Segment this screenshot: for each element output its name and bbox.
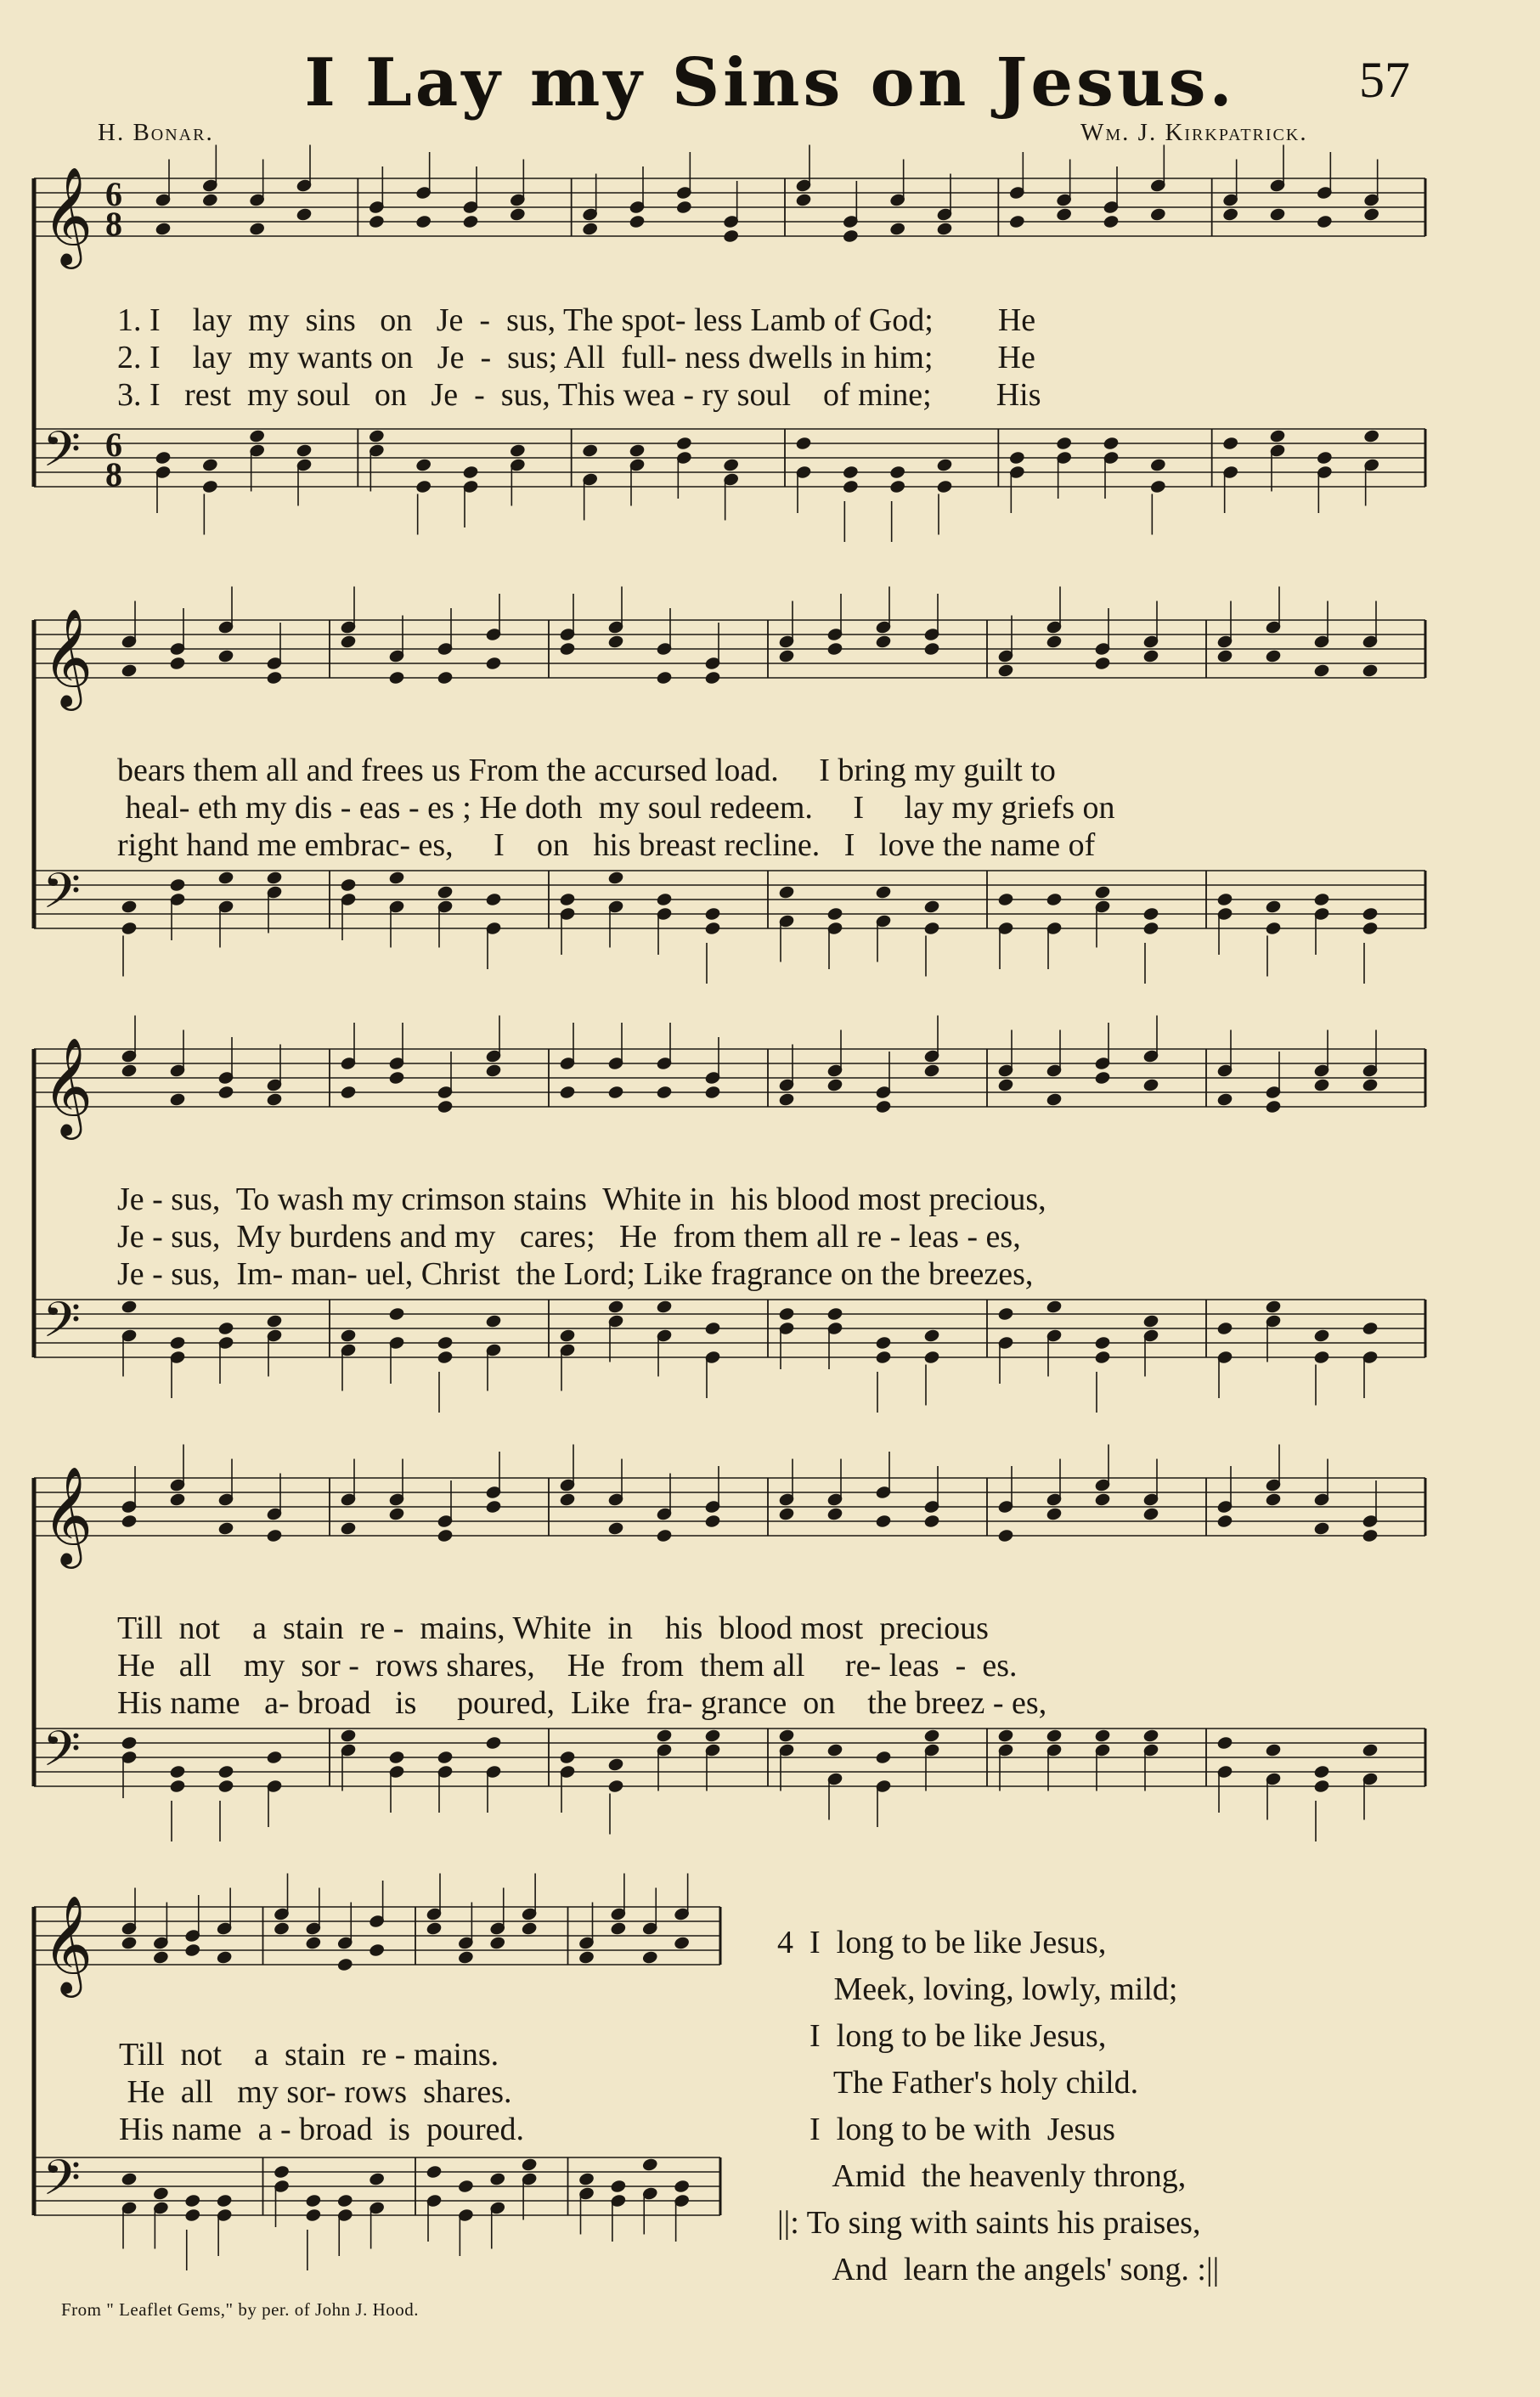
composer-credit: Wm. J. Kirkpatrick.	[1080, 119, 1308, 146]
note-head	[826, 641, 843, 657]
note-head	[1142, 1728, 1159, 1743]
note-head	[842, 465, 859, 480]
note-head	[415, 479, 432, 494]
note-head	[1269, 206, 1286, 222]
note-head	[437, 884, 454, 900]
time-signature-bottom: 8	[105, 455, 122, 494]
note-head	[152, 1949, 169, 1965]
note-head	[559, 1750, 576, 1765]
note-head	[368, 214, 385, 229]
note-head	[305, 2193, 322, 2208]
note-head	[216, 1949, 233, 1965]
note-head	[888, 479, 905, 494]
note-head	[388, 1506, 405, 1521]
lyric-line-verse-3: Je - sus, Im- man- uel, Christ the Lord; Like fragrance on the breezes,	[117, 1256, 1034, 1292]
note-head	[826, 1306, 843, 1322]
note-head	[1046, 1728, 1063, 1743]
note-head	[875, 884, 892, 900]
note-head	[388, 1306, 405, 1322]
note-head	[704, 1514, 721, 1529]
note-head	[997, 1306, 1014, 1322]
stanza-4-line-6: Amid the heavenly throng,	[777, 2158, 1187, 2194]
note-head	[340, 1085, 357, 1100]
note-head	[305, 2208, 322, 2223]
note-head	[1313, 1077, 1330, 1092]
note-head	[1094, 884, 1111, 900]
note-head	[888, 465, 905, 480]
lyric-line-verse-1: Till not a stain re - mains, White in his blood most precious	[117, 1610, 989, 1646]
note-head	[875, 1750, 892, 1765]
lyric-line-verse-3: right hand me embrac- es, I on his breast recline. I love the name of	[117, 827, 1096, 863]
note-head	[1055, 206, 1072, 222]
note-head	[1094, 1335, 1111, 1351]
note-head	[368, 2171, 385, 2186]
note-head	[610, 1920, 627, 1936]
note-head	[462, 465, 479, 480]
note-head	[217, 1764, 234, 1779]
note-head	[155, 450, 172, 465]
treble-clef-icon: 𝄞	[42, 1894, 93, 1994]
note-head	[415, 214, 432, 229]
note-head	[266, 1091, 283, 1107]
note-head	[641, 1949, 658, 1965]
note-head	[121, 1514, 138, 1529]
note-head	[457, 1949, 474, 1965]
note-head	[1142, 1506, 1159, 1521]
note-head	[1094, 1728, 1111, 1743]
note-head	[521, 2157, 538, 2172]
note-head	[923, 641, 940, 657]
note-head	[875, 1514, 892, 1529]
note-head	[1008, 450, 1025, 465]
note-head	[656, 1728, 673, 1743]
note-head	[201, 479, 218, 494]
note-head	[1103, 436, 1120, 451]
note-head	[923, 921, 940, 936]
note-head	[368, 1943, 385, 1958]
note-head	[273, 1920, 290, 1936]
note-head	[1316, 214, 1333, 229]
note-head	[1269, 428, 1286, 443]
note-head	[778, 1306, 795, 1322]
note-head	[936, 457, 953, 472]
note-head	[121, 1299, 138, 1314]
note-head	[368, 428, 385, 443]
note-head	[607, 1757, 624, 1772]
stanza-4-line-2: Meek, loving, lowly, mild;	[777, 1971, 1178, 2007]
note-head	[1362, 1321, 1379, 1336]
note-head	[656, 670, 673, 685]
note-head	[426, 2164, 443, 2180]
note-head	[1313, 1520, 1330, 1536]
note-head	[675, 200, 692, 215]
note-head	[152, 2186, 169, 2201]
note-head	[169, 1492, 186, 1507]
note-head	[388, 870, 405, 885]
note-head	[248, 428, 265, 443]
note-head	[826, 906, 843, 922]
note-head	[559, 1492, 576, 1507]
note-head	[485, 1735, 502, 1751]
music-system-5	[25, 1890, 731, 2289]
note-head	[1313, 892, 1330, 907]
lyric-line-verse-1: 1. I lay my sins on Je - sus, The spot- less Lamb of God; He	[117, 302, 1036, 338]
treble-clef-icon: 𝄞	[42, 1036, 93, 1136]
note-head	[559, 1328, 576, 1343]
note-head	[997, 1728, 1014, 1743]
note-head	[336, 1957, 353, 1972]
note-head	[509, 443, 526, 458]
note-head	[923, 899, 940, 914]
note-head	[121, 921, 138, 936]
lyric-line-verse-2: Je - sus, My burdens and my cares; He from them all re - leas - es,	[117, 1219, 1021, 1255]
note-head	[826, 1506, 843, 1521]
note-head	[559, 892, 576, 907]
note-head	[340, 1728, 357, 1743]
note-head	[340, 634, 357, 649]
note-head	[842, 479, 859, 494]
note-head	[217, 1321, 234, 1336]
note-head	[1313, 1350, 1330, 1365]
note-head	[169, 1764, 186, 1779]
note-head	[248, 221, 265, 236]
note-head	[1149, 206, 1166, 222]
lyric-line-verse-2: 2. I lay my wants on Je - sus; All full- ness dwells in him; He	[117, 340, 1035, 375]
note-head	[1265, 1742, 1282, 1757]
note-head	[1216, 892, 1233, 907]
note-head	[521, 1920, 538, 1936]
note-head	[217, 648, 234, 663]
note-head	[1103, 214, 1120, 229]
treble-clef-icon: 𝄞	[42, 607, 93, 707]
note-head	[826, 1077, 843, 1092]
note-head	[1046, 634, 1063, 649]
note-head	[641, 2157, 658, 2172]
note-head	[121, 663, 138, 678]
note-head	[795, 192, 812, 207]
note-head	[437, 1350, 454, 1365]
note-head	[388, 1750, 405, 1765]
time-signature-top: 6	[105, 426, 122, 464]
lyric-line-verse-1: bears them all and frees us From the accursed load. I bring my guilt to	[117, 753, 1056, 788]
note-head	[722, 228, 739, 244]
lyric-line-verse-2: heal- eth my dis - eas - es ; He doth my soul redeem. I lay my griefs on	[117, 790, 1115, 826]
note-head	[336, 2193, 353, 2208]
note-head	[997, 663, 1014, 678]
note-head	[340, 1328, 357, 1343]
note-head	[121, 1935, 138, 1950]
note-head	[923, 1328, 940, 1343]
note-head	[997, 892, 1014, 907]
note-head	[1221, 436, 1238, 451]
note-head	[722, 457, 739, 472]
note-head	[778, 1091, 795, 1107]
note-head	[1046, 1506, 1063, 1521]
note-head	[1313, 1328, 1330, 1343]
note-head	[388, 670, 405, 685]
stanza-4-line-1: 4 I long to be like Jesus,	[777, 1925, 1107, 1960]
note-head	[437, 1528, 454, 1543]
note-head	[155, 221, 172, 236]
lyric-line-verse-2: He all my sor - rows shares, He from them all re- leas - es.	[117, 1648, 1018, 1684]
note-head	[673, 2179, 690, 2194]
note-head	[1265, 648, 1282, 663]
bass-clef-icon: 𝄢	[42, 1720, 82, 1790]
note-head	[217, 1085, 234, 1100]
note-head	[1265, 921, 1282, 936]
note-head	[121, 1063, 138, 1078]
bass-clef-icon: 𝄢	[42, 1291, 82, 1361]
note-head	[1362, 921, 1379, 936]
note-head	[201, 457, 218, 472]
note-head	[704, 921, 721, 936]
note-head	[1313, 1779, 1330, 1794]
note-head	[184, 2208, 201, 2223]
note-head	[875, 634, 892, 649]
note-head	[437, 1750, 454, 1765]
note-head	[607, 870, 624, 885]
note-head	[217, 870, 234, 885]
note-head	[923, 1350, 940, 1365]
note-head	[1362, 428, 1379, 443]
note-head	[1142, 1313, 1159, 1328]
copyright-footnote: From " Leaflet Gems," by per. of John J. Hood.	[61, 2299, 420, 2320]
note-head	[923, 1063, 940, 1078]
lyric-line-verse-3: His name a - broad is poured.	[119, 2112, 524, 2147]
note-head	[462, 214, 479, 229]
stanza-4-line-4: The Father's holy child.	[777, 2065, 1139, 2101]
note-head	[936, 479, 953, 494]
bass-clef-icon: 𝄢	[42, 420, 82, 490]
music-system-4	[25, 1461, 1436, 1860]
note-head	[936, 221, 953, 236]
note-head	[704, 1085, 721, 1100]
note-head	[704, 670, 721, 685]
page-number: 57	[1359, 52, 1410, 108]
time-signature-bottom: 8	[105, 205, 122, 243]
note-head	[1046, 1299, 1063, 1314]
note-head	[656, 1528, 673, 1543]
note-head	[437, 1099, 454, 1114]
note-head	[1362, 206, 1379, 222]
note-head	[581, 221, 598, 236]
note-head	[656, 1299, 673, 1314]
note-head	[1008, 214, 1025, 229]
note-head	[875, 1350, 892, 1365]
note-head	[169, 877, 186, 893]
note-head	[656, 1085, 673, 1100]
note-head	[266, 670, 283, 685]
note-head	[485, 1499, 502, 1514]
note-head	[273, 2164, 290, 2180]
note-head	[610, 2179, 627, 2194]
lyric-line-verse-1: Till not a stain re - mains.	[119, 2037, 499, 2073]
note-head	[296, 206, 313, 222]
note-head	[675, 436, 692, 451]
note-head	[1265, 1299, 1282, 1314]
note-head	[485, 892, 502, 907]
note-head	[266, 870, 283, 885]
note-head	[607, 1085, 624, 1100]
bass-clef-icon: 𝄢	[42, 2149, 82, 2219]
note-head	[388, 1070, 405, 1086]
note-head	[629, 443, 646, 458]
note-head	[415, 457, 432, 472]
note-head	[1216, 1514, 1233, 1529]
note-head	[169, 1091, 186, 1107]
note-head	[1142, 1077, 1159, 1092]
note-head	[656, 892, 673, 907]
note-head	[578, 2171, 595, 2186]
note-head	[485, 656, 502, 671]
note-head	[1362, 1077, 1379, 1092]
note-head	[201, 192, 218, 207]
note-head	[1216, 1321, 1233, 1336]
note-head	[778, 648, 795, 663]
note-head	[1055, 436, 1072, 451]
stanza-4-line-7: ||: To sing with saints his praises,	[777, 2205, 1201, 2241]
time-signature-top: 6	[105, 175, 122, 213]
note-head	[704, 906, 721, 922]
note-head	[629, 214, 646, 229]
note-head	[216, 2193, 233, 2208]
note-head	[184, 2193, 201, 2208]
note-head	[581, 443, 598, 458]
note-head	[169, 656, 186, 671]
lyric-line-verse-3: 3. I rest my soul on Je - sus, This wea - ry soul of mine; His	[117, 377, 1041, 413]
note-head	[296, 443, 313, 458]
music-system-2	[25, 603, 1436, 994]
note-head	[1221, 206, 1238, 222]
note-head	[489, 2171, 506, 2186]
note-head	[778, 1506, 795, 1521]
lyric-line-verse-1: Je - sus, To wash my crimson stains White in his blood most precious,	[117, 1182, 1046, 1217]
note-head	[1142, 921, 1159, 936]
note-head	[266, 1528, 283, 1543]
note-head	[437, 1335, 454, 1351]
note-head	[1149, 457, 1166, 472]
note-head	[923, 1728, 940, 1743]
note-head	[842, 228, 859, 244]
note-head	[1265, 1099, 1282, 1114]
note-head	[1313, 663, 1330, 678]
note-head	[217, 1779, 234, 1794]
note-head	[1216, 648, 1233, 663]
note-head	[607, 1299, 624, 1314]
note-head	[121, 899, 138, 914]
note-head	[121, 1735, 138, 1751]
note-head	[426, 1920, 443, 1936]
note-head	[1316, 450, 1333, 465]
note-head	[997, 1077, 1014, 1092]
stanza-4-line-5: I long to be with Jesus	[777, 2112, 1115, 2147]
note-head	[704, 1728, 721, 1743]
lyric-line-verse-3: His name a- broad is poured, Like fra- grance on the breez - es,	[117, 1685, 1047, 1721]
note-head	[1094, 1070, 1111, 1086]
note-head	[1142, 906, 1159, 922]
note-head	[1313, 1764, 1330, 1779]
note-head	[121, 2171, 138, 2186]
note-head	[305, 1935, 322, 1950]
note-head	[169, 1779, 186, 1794]
lyricist-credit: H. Bonar.	[98, 119, 214, 146]
note-head	[607, 1520, 624, 1536]
note-head	[1362, 663, 1379, 678]
note-head	[559, 641, 576, 657]
note-head	[778, 884, 795, 900]
note-head	[1216, 1735, 1233, 1751]
music-system-3	[25, 1032, 1436, 1431]
treble-clef-icon: 𝄞	[42, 166, 93, 265]
note-head	[875, 1099, 892, 1114]
hymn-title: I Lay my Sins on Jesus.	[304, 44, 1236, 121]
note-head	[795, 436, 812, 451]
note-head	[340, 877, 357, 893]
note-head	[340, 1520, 357, 1536]
note-head	[489, 1935, 506, 1950]
note-head	[607, 1779, 624, 1794]
note-head	[169, 1335, 186, 1351]
note-head	[457, 2179, 474, 2194]
stanza-4-line-8: And learn the angels' song. :||	[777, 2252, 1220, 2287]
note-head	[485, 1313, 502, 1328]
note-head	[1265, 899, 1282, 914]
music-system-1	[25, 161, 1436, 552]
note-head	[607, 634, 624, 649]
note-head	[266, 1750, 283, 1765]
note-head	[704, 1321, 721, 1336]
note-head	[437, 670, 454, 685]
note-head	[673, 1935, 690, 1950]
note-head	[1094, 656, 1111, 671]
note-head	[1265, 1492, 1282, 1507]
note-head	[559, 1085, 576, 1100]
note-head	[485, 1063, 502, 1078]
note-head	[217, 1520, 234, 1536]
note-head	[1094, 1492, 1111, 1507]
note-head	[875, 1335, 892, 1351]
note-head	[1046, 892, 1063, 907]
note-head	[1142, 648, 1159, 663]
bass-clef-icon: 𝄢	[42, 862, 82, 932]
note-head	[778, 1728, 795, 1743]
note-head	[1149, 479, 1166, 494]
note-head	[184, 1943, 201, 1958]
note-head	[1094, 1350, 1111, 1365]
note-head	[923, 1514, 940, 1529]
note-head	[826, 1742, 843, 1757]
lyric-line-verse-2: He all my sor- rows shares.	[119, 2074, 512, 2110]
note-head	[1362, 906, 1379, 922]
note-head	[997, 1528, 1014, 1543]
note-head	[1046, 1091, 1063, 1107]
note-head	[1362, 1528, 1379, 1543]
treble-clef-icon: 𝄞	[42, 1465, 93, 1565]
stanza-4-line-3: I long to be like Jesus,	[777, 2018, 1107, 2054]
note-head	[888, 221, 905, 236]
note-head	[1216, 1091, 1233, 1107]
note-head	[578, 1949, 595, 1965]
note-head	[1362, 1742, 1379, 1757]
note-head	[266, 1313, 283, 1328]
note-head	[509, 206, 526, 222]
